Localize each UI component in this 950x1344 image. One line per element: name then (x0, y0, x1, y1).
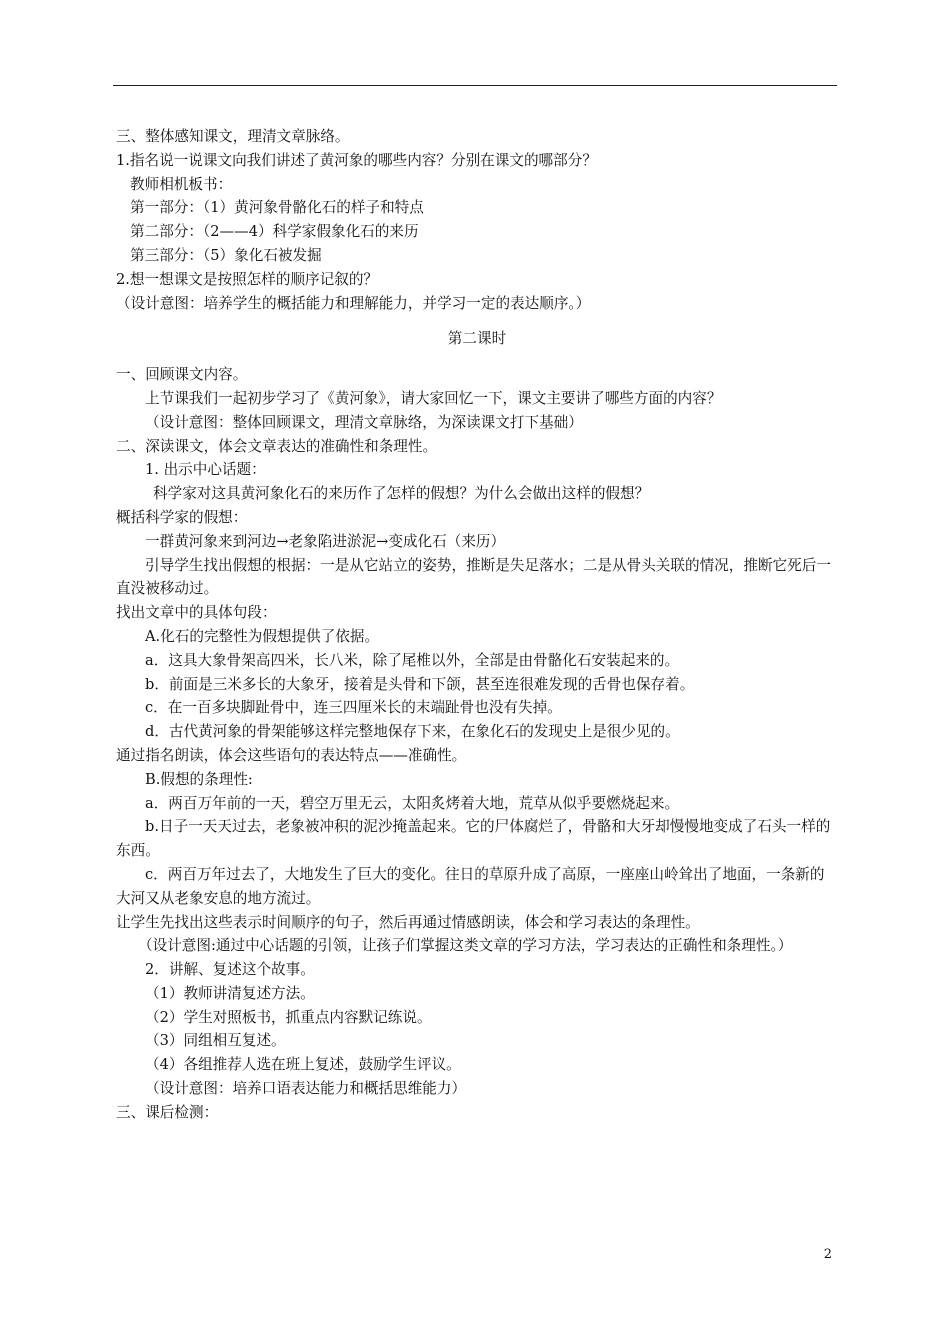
text-line: 找出文章中的具体句段： (116, 604, 277, 622)
text-line: 教师相机板书： (130, 175, 233, 193)
list-item: b.日子一天天过去，老象被冲积的泥沙掩盖起来。它的尸体腐烂了，骨骼和大牙却慢慢地变成了石头一样的东西。 (116, 818, 831, 860)
page-number: 2 (823, 1247, 832, 1262)
design-note: （设计意图：培养学生的概括能力和理解能力，并学习一定的表达顺序。） (116, 294, 591, 312)
sub-heading: 1. 出示中心话题： (145, 461, 266, 479)
text-line: 通过指名朗读，体会这些语句的表达特点——准确性。 (116, 746, 467, 764)
point-heading: B.假想的条理性: (145, 770, 253, 788)
outline-item: 第二部分：（2——4）科学家假象化石的来历 (130, 223, 419, 241)
outline-item: 第三部分：（5）象化石被发掘 (130, 246, 322, 264)
question: 1.指名说一说课文向我们讲述了黄河象的哪些内容？分别在课文的哪部分？ (116, 151, 597, 169)
header-rule (113, 85, 837, 86)
list-item: c．在一百多块脚趾骨中，连三四厘米长的末端趾骨也没有失掉。 (145, 699, 562, 717)
list-item: （2）学生对照板书，抓重点内容默记练说。 (145, 1008, 432, 1026)
paragraph: 让学生先找出这些表示时间顺序的句子，然后再通过情感朗读，体会和学习表达的条理性。 (116, 913, 700, 931)
list-item: （4）各组推荐人选在班上复述，鼓励学生评议。 (145, 1056, 461, 1074)
list-item: d．古代黄河象的骨架能够这样完整地保存下来，在象化石的发现史上是很少见的。 (145, 723, 680, 741)
document-body (116, 125, 838, 1125)
sub-heading: 2．讲解、复述这个故事。 (145, 961, 315, 979)
summary-flow: 一群黄河象来到河边→老象陷进淤泥→变成化石（来历） (145, 532, 506, 550)
lesson-title: 第二课时 (447, 330, 507, 348)
text-line: 概括科学家的假想： (116, 508, 248, 526)
paragraph: 引导学生找出假想的根据：一是从它站立的姿势，推断是失足落水；二是从骨头关联的情况，推断它死后一直没被移动过。 (116, 556, 831, 598)
design-note: （设计意图：培养口语表达能力和概括思维能力） (145, 1080, 467, 1098)
list-item: a．这具大象骨架高四米，长八米，除了尾椎以外，全部是由骨骼化石安装起来的。 (145, 651, 680, 669)
list-item: b．前面是三米多长的大象牙，接着是头骨和下颌，甚至连很难发现的舌骨也保存着。 (145, 675, 695, 693)
question: 2.想一想课文是按照怎样的顺序记叙的？ (116, 270, 379, 288)
list-item: （3）同组相互复述。 (145, 1032, 286, 1050)
section-heading: 二、深读课文，体会文章表达的准确性和条理性。 (116, 437, 438, 455)
outline-item: 第一部分：（1）黄河象骨骼化石的样子和特点 (130, 199, 424, 217)
list-item: c．两百万年过去了，大地发生了巨大的变化。往日的草原升成了高原，一座座山岭耸出了地面，一条新的大河又从老象安息的地方流过。 (116, 865, 825, 907)
section-heading: 三、整体感知课文，理清文章脉络。 (116, 128, 350, 145)
central-question: 科学家对这具黄河象化石的来历作了怎样的假想？为什么会做出这样的假想？ (153, 485, 650, 503)
point-heading: A.化石的完整性为假想提供了依据。 (145, 627, 380, 645)
paragraph: 上节课我们一起初步学习了《黄河象》，请大家回忆一下，课文主要讲了哪些方面的内容？ (145, 389, 722, 407)
list-item: （1）教师讲清复述方法。 (145, 984, 315, 1002)
section-heading: 三、课后检测： (116, 1103, 219, 1121)
design-note: （设计意图:通过中心话题的引领，让孩子们掌握这类文章的学习方法，学习表达的正确性和条理性。） (138, 937, 793, 955)
design-note: （设计意图：整体回顾课文，理清文章脉络，为深读课文打下基础） (145, 413, 583, 431)
list-item: a．两百万年前的一天，碧空万里无云，太阳炙烤着大地，荒草从似乎要燃烧起来。 (145, 794, 680, 812)
section-heading: 一、回顾课文内容。 (116, 366, 248, 384)
